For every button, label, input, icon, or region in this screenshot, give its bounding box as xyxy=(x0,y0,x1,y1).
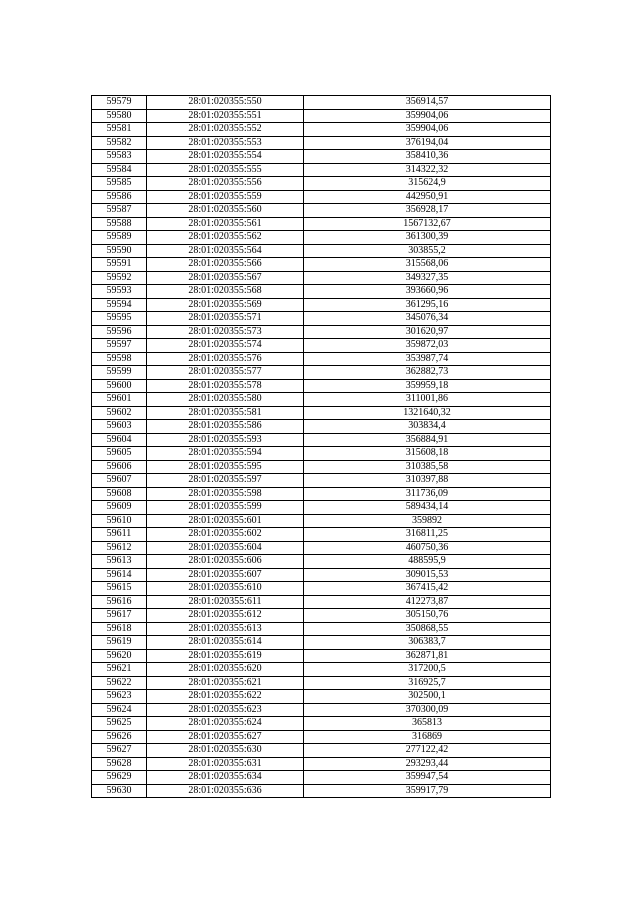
row-number-cell: 59595 xyxy=(92,312,147,326)
table-row xyxy=(92,298,551,312)
row-number-cell: 59615 xyxy=(92,582,147,596)
cadastral-number-cell: 28:01:020355:624 xyxy=(147,717,304,731)
table-row xyxy=(92,352,551,366)
cadastral-number-cell: 28:01:020355:597 xyxy=(147,474,304,488)
row-number-cell: 59617 xyxy=(92,609,147,623)
cadastral-number-cell: 28:01:020355:619 xyxy=(147,649,304,663)
table-row xyxy=(92,379,551,393)
row-number-cell: 59604 xyxy=(92,433,147,447)
cadastral-value-cell: 362871,81 xyxy=(304,649,551,663)
cadastral-value-table xyxy=(91,95,551,798)
cadastral-value-cell: 359872,03 xyxy=(304,339,551,353)
cadastral-number-cell: 28:01:020355:612 xyxy=(147,609,304,623)
row-number-cell: 59585 xyxy=(92,177,147,191)
cadastral-value-cell: 350868,55 xyxy=(304,622,551,636)
row-number-cell: 59629 xyxy=(92,771,147,785)
row-number-cell: 59581 xyxy=(92,123,147,137)
table-row xyxy=(92,636,551,650)
cadastral-value-cell: 356884,91 xyxy=(304,433,551,447)
cadastral-number-cell: 28:01:020355:550 xyxy=(147,96,304,110)
table-row xyxy=(92,393,551,407)
cadastral-value-cell: 311001,86 xyxy=(304,393,551,407)
table-row xyxy=(92,460,551,474)
table-row xyxy=(92,717,551,731)
table-row xyxy=(92,784,551,798)
cadastral-number-cell: 28:01:020355:607 xyxy=(147,568,304,582)
cadastral-number-cell: 28:01:020355:631 xyxy=(147,757,304,771)
row-number-cell: 59613 xyxy=(92,555,147,569)
cadastral-value-cell: 277122,42 xyxy=(304,744,551,758)
cadastral-value-cell: 315624,9 xyxy=(304,177,551,191)
row-number-cell: 59610 xyxy=(92,514,147,528)
table-row xyxy=(92,568,551,582)
row-number-cell: 59602 xyxy=(92,406,147,420)
cadastral-number-cell: 28:01:020355:623 xyxy=(147,703,304,717)
cadastral-value-cell: 315608,18 xyxy=(304,447,551,461)
cadastral-value-cell: 589434,14 xyxy=(304,501,551,515)
row-number-cell: 59580 xyxy=(92,109,147,123)
cadastral-value-cell: 302500,1 xyxy=(304,690,551,704)
cadastral-value-cell: 310397,88 xyxy=(304,474,551,488)
row-number-cell: 59628 xyxy=(92,757,147,771)
table-row xyxy=(92,163,551,177)
cadastral-value-cell: 442950,91 xyxy=(304,190,551,204)
cadastral-value-cell: 356914,57 xyxy=(304,96,551,110)
row-number-cell: 59624 xyxy=(92,703,147,717)
cadastral-value-cell: 1567132,67 xyxy=(304,217,551,231)
cadastral-value-cell: 305150,76 xyxy=(304,609,551,623)
table-row xyxy=(92,609,551,623)
row-number-cell: 59619 xyxy=(92,636,147,650)
cadastral-value-cell: 488595,9 xyxy=(304,555,551,569)
cadastral-number-cell: 28:01:020355:564 xyxy=(147,244,304,258)
table-row xyxy=(92,447,551,461)
cadastral-value-cell: 303834,4 xyxy=(304,420,551,434)
cadastral-number-cell: 28:01:020355:606 xyxy=(147,555,304,569)
cadastral-number-cell: 28:01:020355:562 xyxy=(147,231,304,245)
cadastral-number-cell: 28:01:020355:604 xyxy=(147,541,304,555)
table-row xyxy=(92,136,551,150)
cadastral-value-cell: 316869 xyxy=(304,730,551,744)
cadastral-value-cell: 367415,42 xyxy=(304,582,551,596)
cadastral-value-cell: 460750,36 xyxy=(304,541,551,555)
cadastral-value-cell: 359904,06 xyxy=(304,109,551,123)
row-number-cell: 59618 xyxy=(92,622,147,636)
cadastral-number-cell: 28:01:020355:599 xyxy=(147,501,304,515)
cadastral-number-cell: 28:01:020355:580 xyxy=(147,393,304,407)
table-row xyxy=(92,541,551,555)
cadastral-number-cell: 28:01:020355:595 xyxy=(147,460,304,474)
row-number-cell: 59627 xyxy=(92,744,147,758)
table-row xyxy=(92,420,551,434)
cadastral-value-cell: 365813 xyxy=(304,717,551,731)
cadastral-number-cell: 28:01:020355:602 xyxy=(147,528,304,542)
row-number-cell: 59600 xyxy=(92,379,147,393)
cadastral-value-cell: 356928,17 xyxy=(304,204,551,218)
row-number-cell: 59592 xyxy=(92,271,147,285)
cadastral-value-cell: 345076,34 xyxy=(304,312,551,326)
table-row xyxy=(92,190,551,204)
row-number-cell: 59616 xyxy=(92,595,147,609)
row-number-cell: 59622 xyxy=(92,676,147,690)
row-number-cell: 59591 xyxy=(92,258,147,272)
table-row xyxy=(92,514,551,528)
row-number-cell: 59594 xyxy=(92,298,147,312)
row-number-cell: 59609 xyxy=(92,501,147,515)
cadastral-number-cell: 28:01:020355:634 xyxy=(147,771,304,785)
cadastral-number-cell: 28:01:020355:552 xyxy=(147,123,304,137)
row-number-cell: 59590 xyxy=(92,244,147,258)
cadastral-value-cell: 303855,2 xyxy=(304,244,551,258)
row-number-cell: 59601 xyxy=(92,393,147,407)
cadastral-value-cell: 358410,36 xyxy=(304,150,551,164)
cadastral-number-cell: 28:01:020355:555 xyxy=(147,163,304,177)
cadastral-value-cell: 359904,06 xyxy=(304,123,551,137)
row-number-cell: 59625 xyxy=(92,717,147,731)
cadastral-value-cell: 310385,58 xyxy=(304,460,551,474)
cadastral-value-cell: 314322,32 xyxy=(304,163,551,177)
cadastral-number-cell: 28:01:020355:636 xyxy=(147,784,304,798)
table-row xyxy=(92,676,551,690)
row-number-cell: 59587 xyxy=(92,204,147,218)
row-number-cell: 59584 xyxy=(92,163,147,177)
cadastral-value-cell: 393660,96 xyxy=(304,285,551,299)
cadastral-number-cell: 28:01:020355:571 xyxy=(147,312,304,326)
cadastral-number-cell: 28:01:020355:593 xyxy=(147,433,304,447)
cadastral-number-cell: 28:01:020355:551 xyxy=(147,109,304,123)
row-number-cell: 59605 xyxy=(92,447,147,461)
table-row xyxy=(92,663,551,677)
cadastral-number-cell: 28:01:020355:574 xyxy=(147,339,304,353)
cadastral-value-cell: 359959,18 xyxy=(304,379,551,393)
table-row xyxy=(92,271,551,285)
cadastral-value-cell: 1321640,32 xyxy=(304,406,551,420)
cadastral-number-cell: 28:01:020355:559 xyxy=(147,190,304,204)
table-row xyxy=(92,109,551,123)
cadastral-number-cell: 28:01:020355:576 xyxy=(147,352,304,366)
row-number-cell: 59599 xyxy=(92,366,147,380)
cadastral-number-cell: 28:01:020355:560 xyxy=(147,204,304,218)
cadastral-value-cell: 316811,25 xyxy=(304,528,551,542)
row-number-cell: 59593 xyxy=(92,285,147,299)
row-number-cell: 59612 xyxy=(92,541,147,555)
row-number-cell: 59603 xyxy=(92,420,147,434)
cadastral-number-cell: 28:01:020355:594 xyxy=(147,447,304,461)
table-row xyxy=(92,649,551,663)
table-row xyxy=(92,312,551,326)
table-body xyxy=(92,96,551,798)
cadastral-number-cell: 28:01:020355:601 xyxy=(147,514,304,528)
row-number-cell: 59611 xyxy=(92,528,147,542)
cadastral-number-cell: 28:01:020355:610 xyxy=(147,582,304,596)
table-row xyxy=(92,730,551,744)
cadastral-number-cell: 28:01:020355:611 xyxy=(147,595,304,609)
table-row xyxy=(92,150,551,164)
cadastral-value-cell: 309015,53 xyxy=(304,568,551,582)
table-row xyxy=(92,123,551,137)
cadastral-number-cell: 28:01:020355:577 xyxy=(147,366,304,380)
row-number-cell: 59626 xyxy=(92,730,147,744)
cadastral-number-cell: 28:01:020355:598 xyxy=(147,487,304,501)
row-number-cell: 59620 xyxy=(92,649,147,663)
row-number-cell: 59583 xyxy=(92,150,147,164)
table-row xyxy=(92,487,551,501)
table-row xyxy=(92,258,551,272)
table-row xyxy=(92,217,551,231)
cadastral-value-cell: 315568,06 xyxy=(304,258,551,272)
cadastral-value-cell: 293293,44 xyxy=(304,757,551,771)
cadastral-number-cell: 28:01:020355:567 xyxy=(147,271,304,285)
cadastral-number-cell: 28:01:020355:630 xyxy=(147,744,304,758)
cadastral-value-cell: 370300,09 xyxy=(304,703,551,717)
cadastral-value-cell: 359917,79 xyxy=(304,784,551,798)
cadastral-number-cell: 28:01:020355:556 xyxy=(147,177,304,191)
table-row xyxy=(92,622,551,636)
table-row xyxy=(92,177,551,191)
table-row xyxy=(92,757,551,771)
cadastral-number-cell: 28:01:020355:573 xyxy=(147,325,304,339)
cadastral-number-cell: 28:01:020355:561 xyxy=(147,217,304,231)
cadastral-number-cell: 28:01:020355:613 xyxy=(147,622,304,636)
table-row xyxy=(92,528,551,542)
row-number-cell: 59579 xyxy=(92,96,147,110)
table-row xyxy=(92,325,551,339)
row-number-cell: 59596 xyxy=(92,325,147,339)
cadastral-value-cell: 412273,87 xyxy=(304,595,551,609)
cadastral-number-cell: 28:01:020355:553 xyxy=(147,136,304,150)
cadastral-number-cell: 28:01:020355:581 xyxy=(147,406,304,420)
row-number-cell: 59598 xyxy=(92,352,147,366)
table-row xyxy=(92,204,551,218)
row-number-cell: 59597 xyxy=(92,339,147,353)
table-row xyxy=(92,285,551,299)
row-number-cell: 59586 xyxy=(92,190,147,204)
cadastral-value-cell: 301620,97 xyxy=(304,325,551,339)
row-number-cell: 59623 xyxy=(92,690,147,704)
table-row xyxy=(92,744,551,758)
row-number-cell: 59630 xyxy=(92,784,147,798)
row-number-cell: 59608 xyxy=(92,487,147,501)
cadastral-value-cell: 311736,09 xyxy=(304,487,551,501)
row-number-cell: 59588 xyxy=(92,217,147,231)
row-number-cell: 59621 xyxy=(92,663,147,677)
row-number-cell: 59582 xyxy=(92,136,147,150)
table-row xyxy=(92,501,551,515)
cadastral-number-cell: 28:01:020355:621 xyxy=(147,676,304,690)
table-row xyxy=(92,433,551,447)
cadastral-number-cell: 28:01:020355:569 xyxy=(147,298,304,312)
cadastral-number-cell: 28:01:020355:614 xyxy=(147,636,304,650)
row-number-cell: 59589 xyxy=(92,231,147,245)
cadastral-value-cell: 361295,16 xyxy=(304,298,551,312)
table-row xyxy=(92,690,551,704)
table-row xyxy=(92,582,551,596)
row-number-cell: 59607 xyxy=(92,474,147,488)
cadastral-number-cell: 28:01:020355:554 xyxy=(147,150,304,164)
cadastral-number-cell: 28:01:020355:620 xyxy=(147,663,304,677)
cadastral-value-cell: 362882,73 xyxy=(304,366,551,380)
cadastral-value-cell: 359892 xyxy=(304,514,551,528)
cadastral-number-cell: 28:01:020355:627 xyxy=(147,730,304,744)
table-row xyxy=(92,595,551,609)
cadastral-value-cell: 376194,04 xyxy=(304,136,551,150)
cadastral-value-cell: 306383,7 xyxy=(304,636,551,650)
cadastral-number-cell: 28:01:020355:622 xyxy=(147,690,304,704)
row-number-cell: 59606 xyxy=(92,460,147,474)
table-row xyxy=(92,366,551,380)
cadastral-value-cell: 317200,5 xyxy=(304,663,551,677)
table-row xyxy=(92,96,551,110)
cadastral-number-cell: 28:01:020355:586 xyxy=(147,420,304,434)
row-number-cell: 59614 xyxy=(92,568,147,582)
cadastral-value-cell: 359947,54 xyxy=(304,771,551,785)
cadastral-value-cell: 316925,7 xyxy=(304,676,551,690)
table-row xyxy=(92,771,551,785)
cadastral-value-cell: 349327,35 xyxy=(304,271,551,285)
cadastral-number-cell: 28:01:020355:568 xyxy=(147,285,304,299)
table-row xyxy=(92,231,551,245)
table-row xyxy=(92,339,551,353)
table-row xyxy=(92,474,551,488)
cadastral-value-cell: 353987,74 xyxy=(304,352,551,366)
table-row xyxy=(92,703,551,717)
cadastral-value-cell: 361300,39 xyxy=(304,231,551,245)
cadastral-number-cell: 28:01:020355:578 xyxy=(147,379,304,393)
table-row xyxy=(92,406,551,420)
cadastral-number-cell: 28:01:020355:566 xyxy=(147,258,304,272)
table-row xyxy=(92,555,551,569)
table-row xyxy=(92,244,551,258)
